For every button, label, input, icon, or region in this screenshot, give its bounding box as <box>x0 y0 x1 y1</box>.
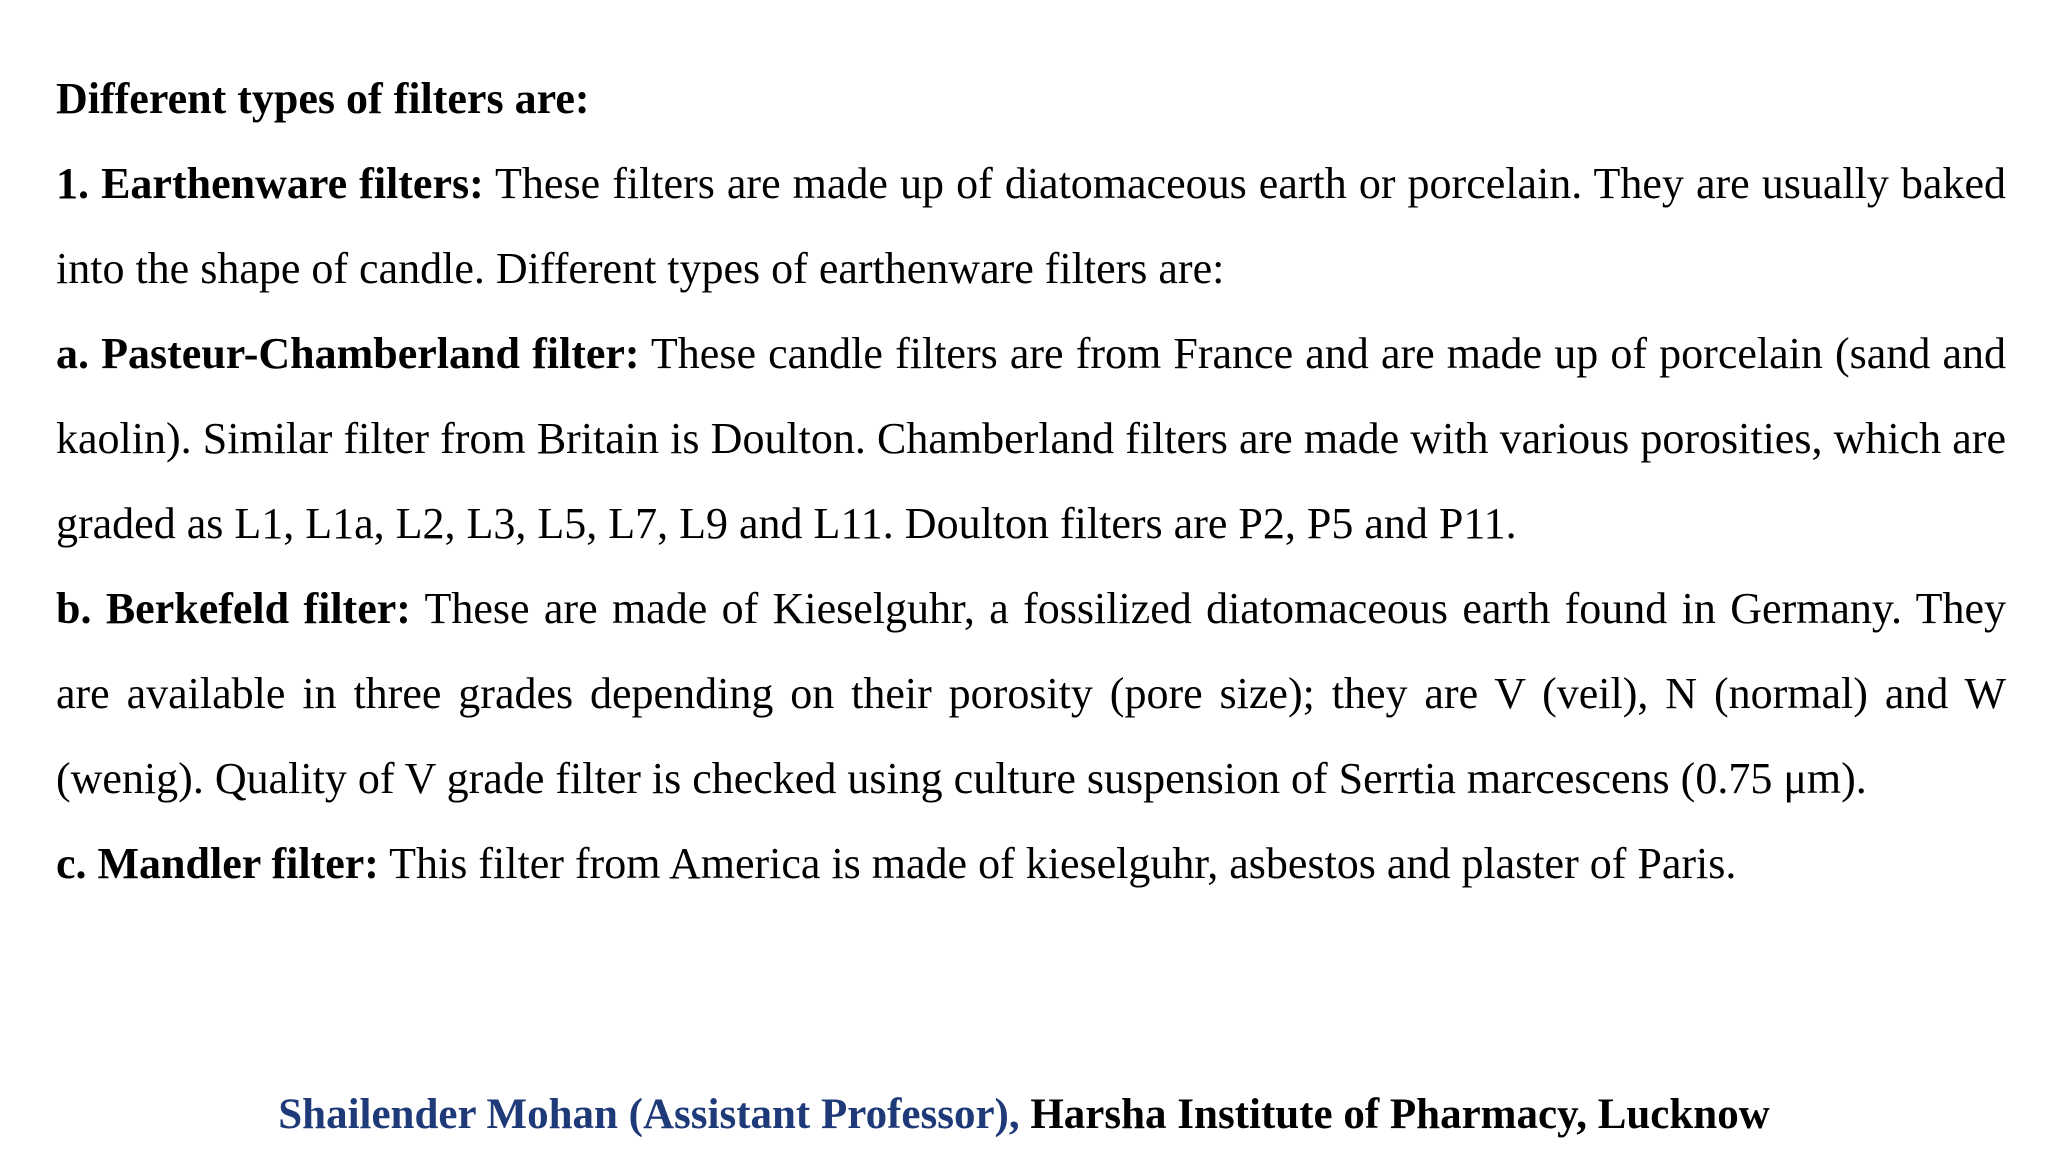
footer-author: Shailender Mohan (Assistant Professor), <box>278 1091 1020 1138</box>
slide-content <box>56 56 2006 906</box>
section-text: This filter from America is made of kieselguhr, asbestos and plaster of Paris. <box>378 839 1737 888</box>
section-label: c. Mandler filter: <box>56 839 379 888</box>
page-title: Different types of filters are: <box>56 74 590 123</box>
section-mandler <box>56 821 2006 906</box>
section-berkefeld <box>56 566 2006 821</box>
section-earthenware <box>56 141 2006 311</box>
section-text: These candle filters are from France and are made up of porcelain (sand and kaolin). Similar filter from Britain is Doulton. Chamberland filters are made with various porosities, which are graded as L1, L1a, L2, L3, L5, L7, L9 and L11. Doulton filters are P2, P5 and P11. <box>56 329 2006 548</box>
section-pasteur-chamberland <box>56 311 2006 566</box>
section-text: These filters are made up of diatomaceous earth or porcelain. They are usually baked into the shape of candle. Different types of earthenware filters are: <box>56 159 2006 293</box>
section-label: a. Pasteur-Chamberland filter: <box>56 329 640 378</box>
section-text: These are made of Kieselguhr, a fossilized diatomaceous earth found in Germany. They are available in three grades depending on their porosity (pore size); they are V (veil), N (normal) and W (wenig). Quality of V grade filter is checked using culture suspension of Serrtia marcescens (0.75 μm). <box>56 584 2007 803</box>
footer-institute: Harsha Institute of Pharmacy, Lucknow <box>1019 1091 1770 1138</box>
footer-credit <box>0 1085 2048 1145</box>
section-label: b. Berkefeld filter: <box>56 584 411 633</box>
section-label: 1. Earthenware filters: <box>56 159 484 208</box>
